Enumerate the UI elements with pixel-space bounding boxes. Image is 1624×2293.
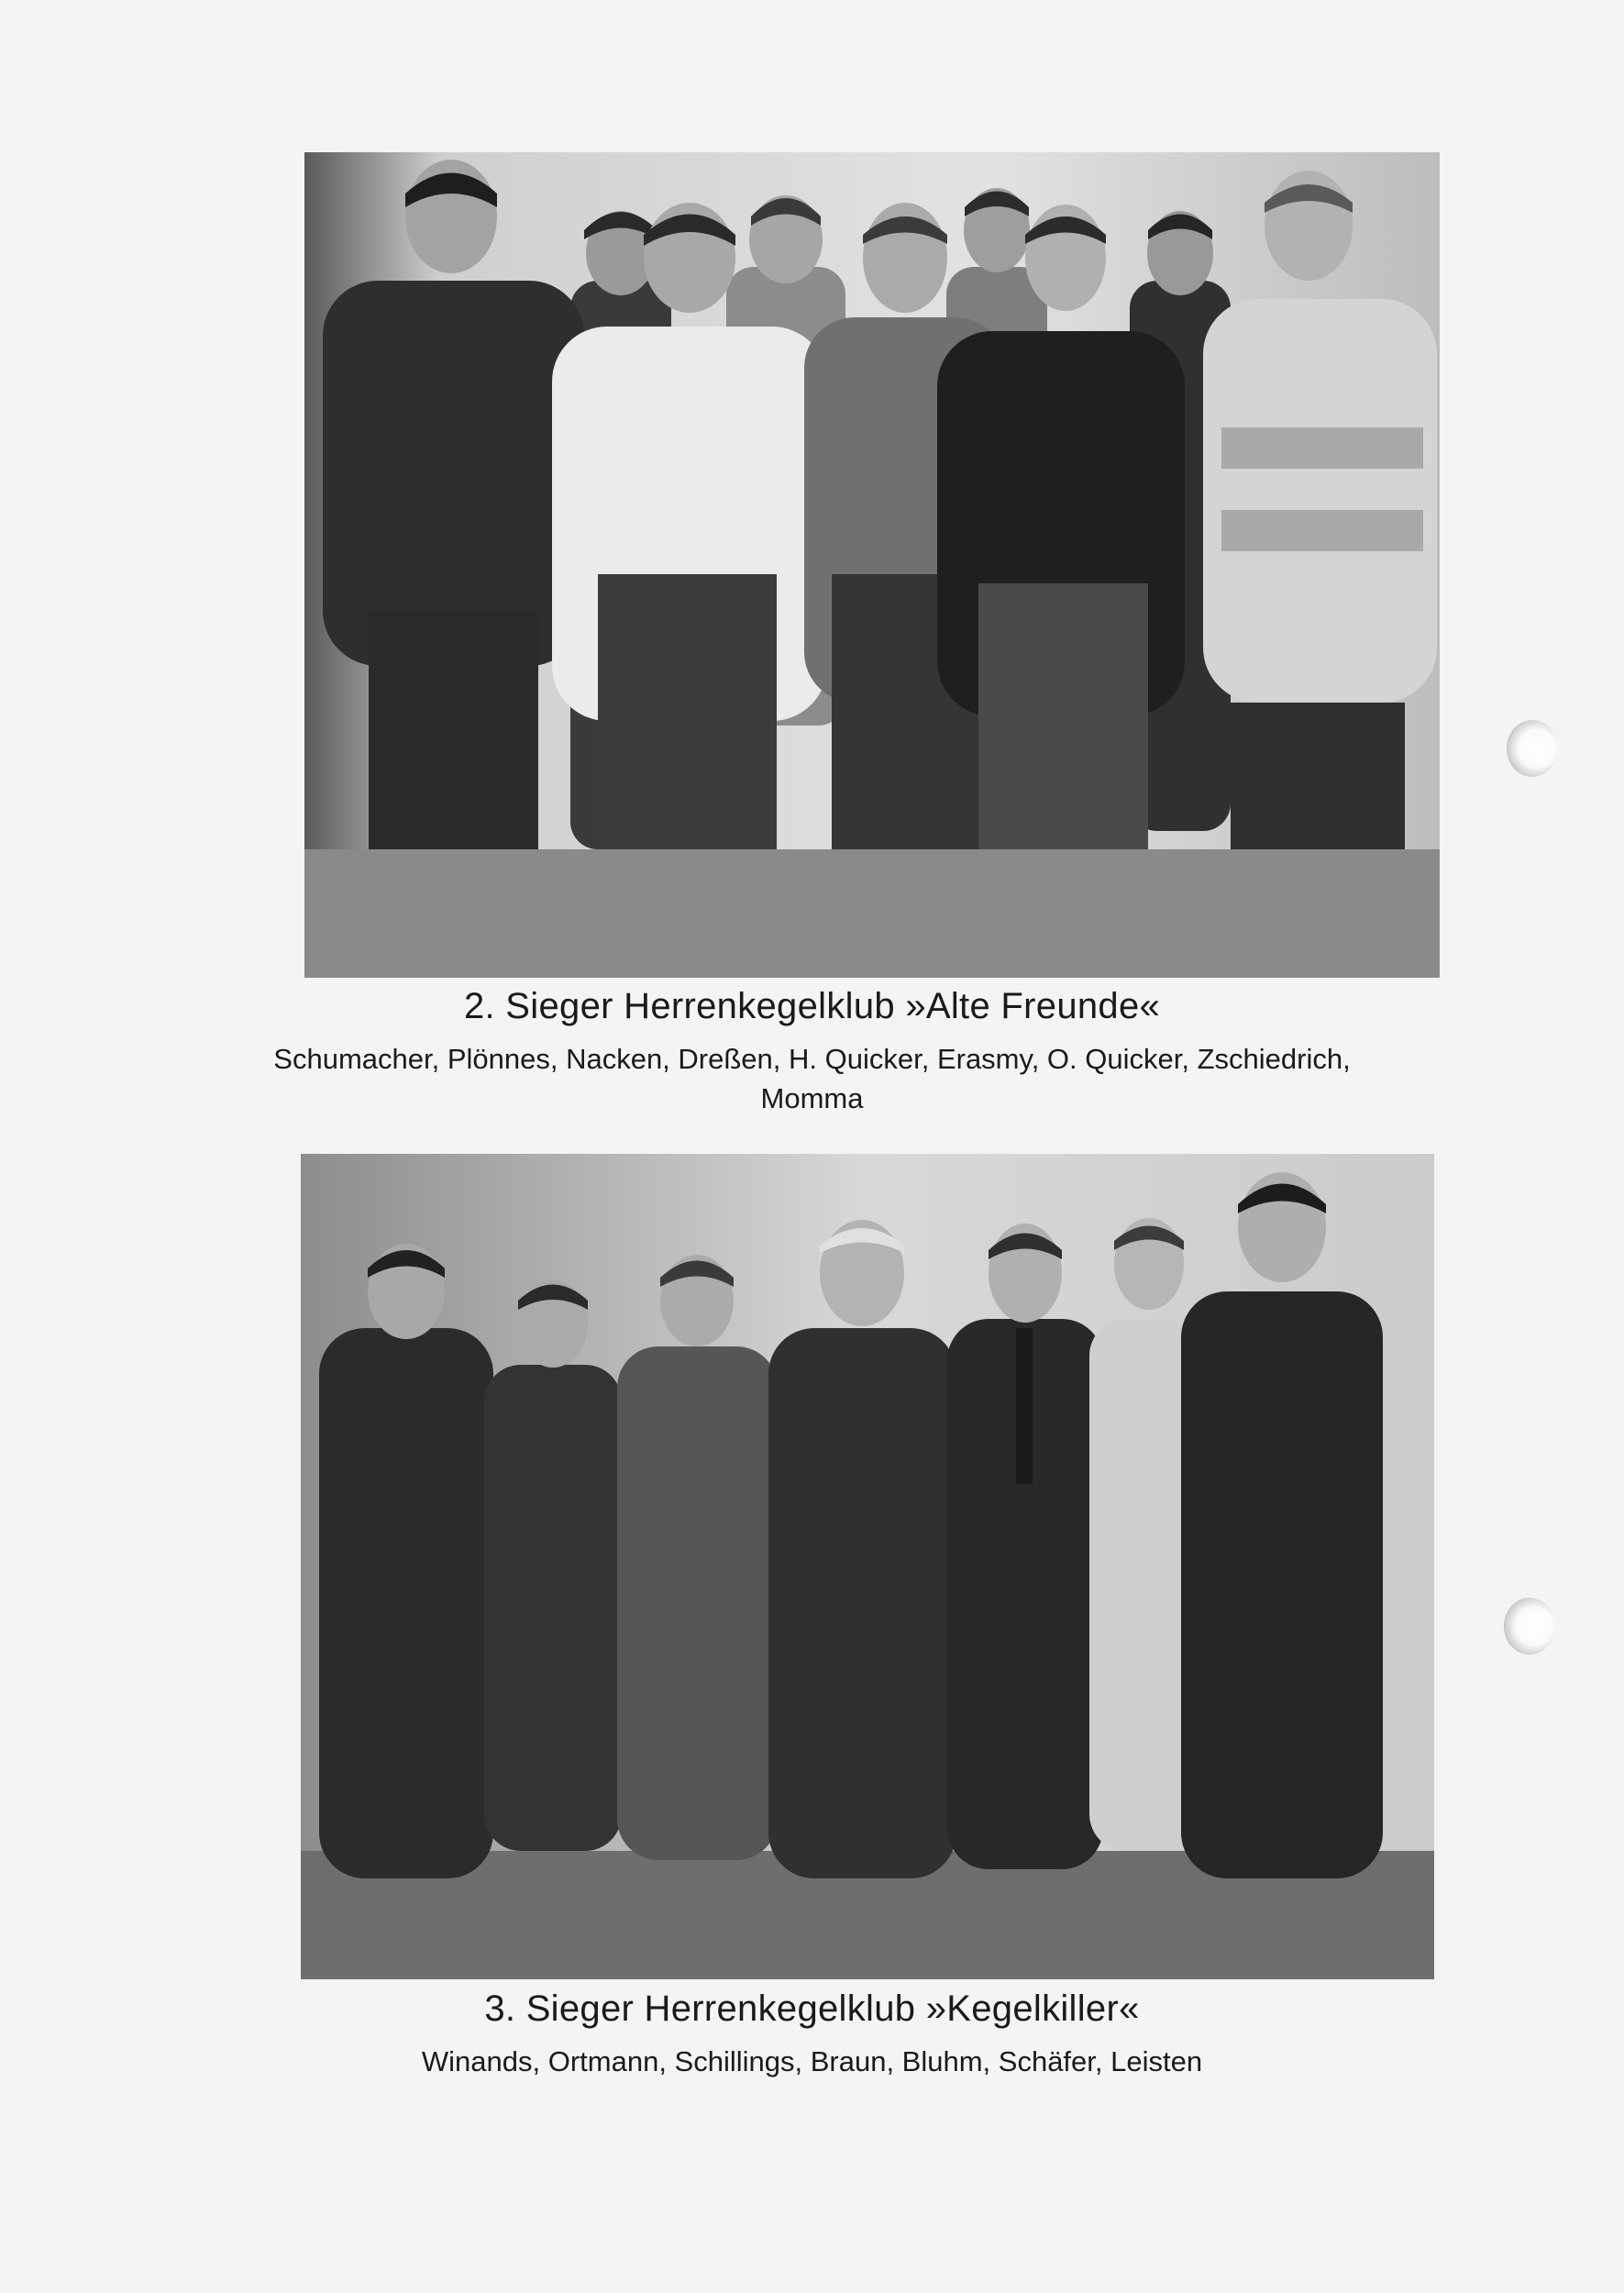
person-1 bbox=[319, 1244, 493, 1878]
punch-hole-bottom bbox=[1504, 1598, 1555, 1655]
punch-hole-top bbox=[1507, 720, 1558, 777]
caption-title-2: 3. Sieger Herrenkegelklub »Kegelkiller« bbox=[484, 1988, 1140, 2029]
group-photo-alte-freunde bbox=[304, 152, 1440, 978]
caption-names-1: Schumacher, Plönnes, Nacken, Dreßen, H. Quicker, Erasmy, O. Quicker, Zschiedrich, bbox=[273, 1043, 1351, 1075]
group-photo-kegelkiller bbox=[301, 1154, 1434, 1979]
caption-names-1-continued: Momma bbox=[760, 1082, 864, 1114]
caption-title-1: 2. Sieger Herrenkegelklub »Alte Freunde« bbox=[463, 986, 1161, 1026]
caption-names-2: Winands, Ortmann, Schillings, Braun, Bluhm, Schäfer, Leisten bbox=[421, 2045, 1203, 2077]
